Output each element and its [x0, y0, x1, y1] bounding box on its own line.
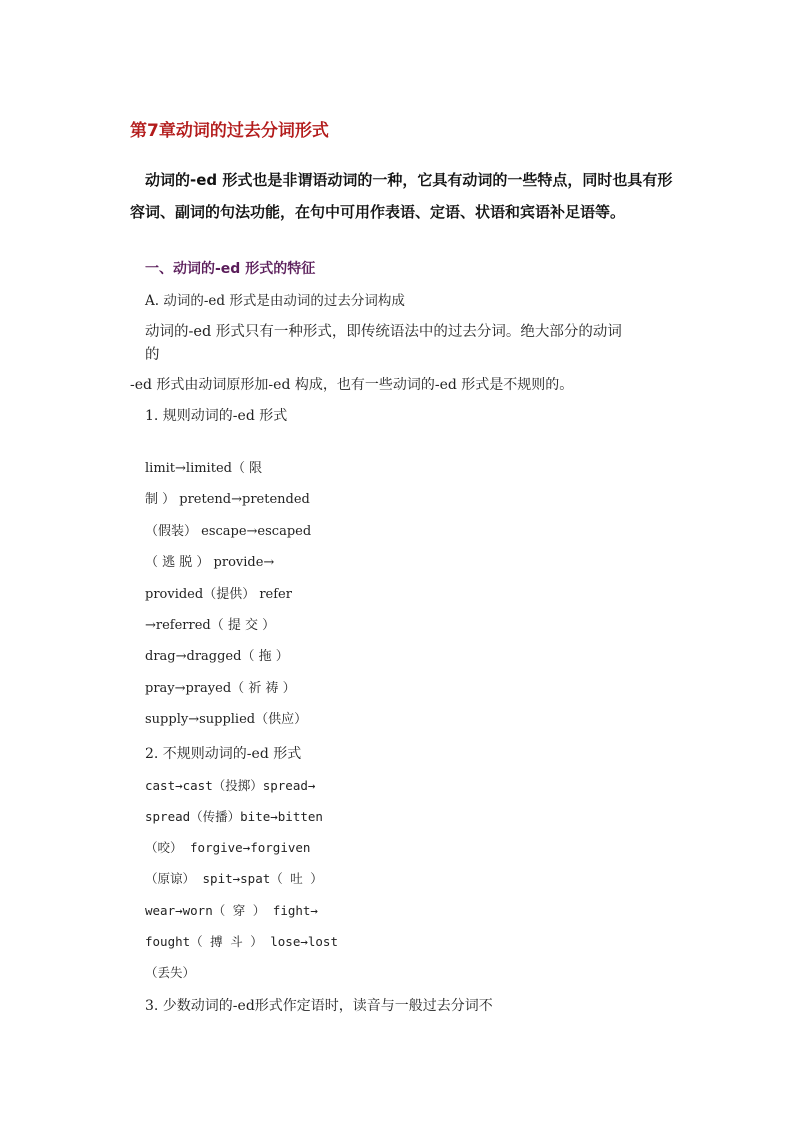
chapter-title: 第7章动词的过去分词形式 — [130, 121, 329, 141]
regular-line: drag→dragged（ 拖 ） — [145, 649, 289, 664]
irregular-line: （丢失） — [145, 965, 196, 980]
heading-regular-verbs: 1. 规则动词的-ed 形式 — [145, 408, 288, 424]
regular-line: provided（提供） refer — [145, 587, 292, 602]
heading-irregular-verbs: 2. 不规则动词的-ed 形式 — [145, 746, 302, 762]
para-a-line-3: -ed 形式由动词原形加-ed 构成，也有一些动词的-ed 形式是不规则的。 — [130, 377, 574, 393]
irregular-line: spread（传播）bite→bitten — [145, 809, 323, 824]
regular-line: →referred（ 提 交 ） — [145, 618, 276, 633]
sub-heading-a: A. 动词的-ed 形式是由动词的过去分词构成 — [145, 293, 405, 309]
regular-line: limit→limited（ 限 — [145, 461, 263, 476]
intro-line-1: 动词的-ed 形式也是非谓语动词的一种，它具有动词的一些特点，同时也具有形 — [145, 171, 673, 189]
regular-line: 制 ） pretend→pretended — [145, 492, 310, 507]
heading-pronunciation: 3. 少数动词的-ed形式作定语时，读音与一般过去分词不 — [145, 998, 493, 1014]
irregular-line: cast→cast（投掷）spread→ — [145, 778, 316, 793]
section-1-heading: 一、动词的-ed 形式的特征 — [145, 261, 316, 277]
intro-line-2: 容词、副词的句法功能，在句中可用作表语、定语、状语和宾语补足语等。 — [130, 203, 626, 221]
regular-line: pray→prayed（ 祈 祷 ） — [145, 681, 296, 696]
para-a-line-1: 动词的-ed 形式只有一种形式，即传统语法中的过去分词。绝大部分的动词 — [145, 324, 622, 340]
regular-line: （假装） escape→escaped — [145, 524, 312, 539]
irregular-line: （咬） forgive→forgiven — [145, 840, 311, 855]
regular-line: supply→supplied（供应） — [145, 712, 308, 727]
regular-line: （ 逃 脱 ） provide→ — [145, 555, 275, 570]
para-a-line-2: 的 — [145, 347, 160, 363]
irregular-line: （原谅） spit→spat（ 吐 ） — [145, 871, 323, 886]
irregular-line: wear→worn（ 穿 ） fight→ — [145, 903, 318, 918]
irregular-line: fought（ 搏 斗 ） lose→lost — [145, 934, 338, 949]
